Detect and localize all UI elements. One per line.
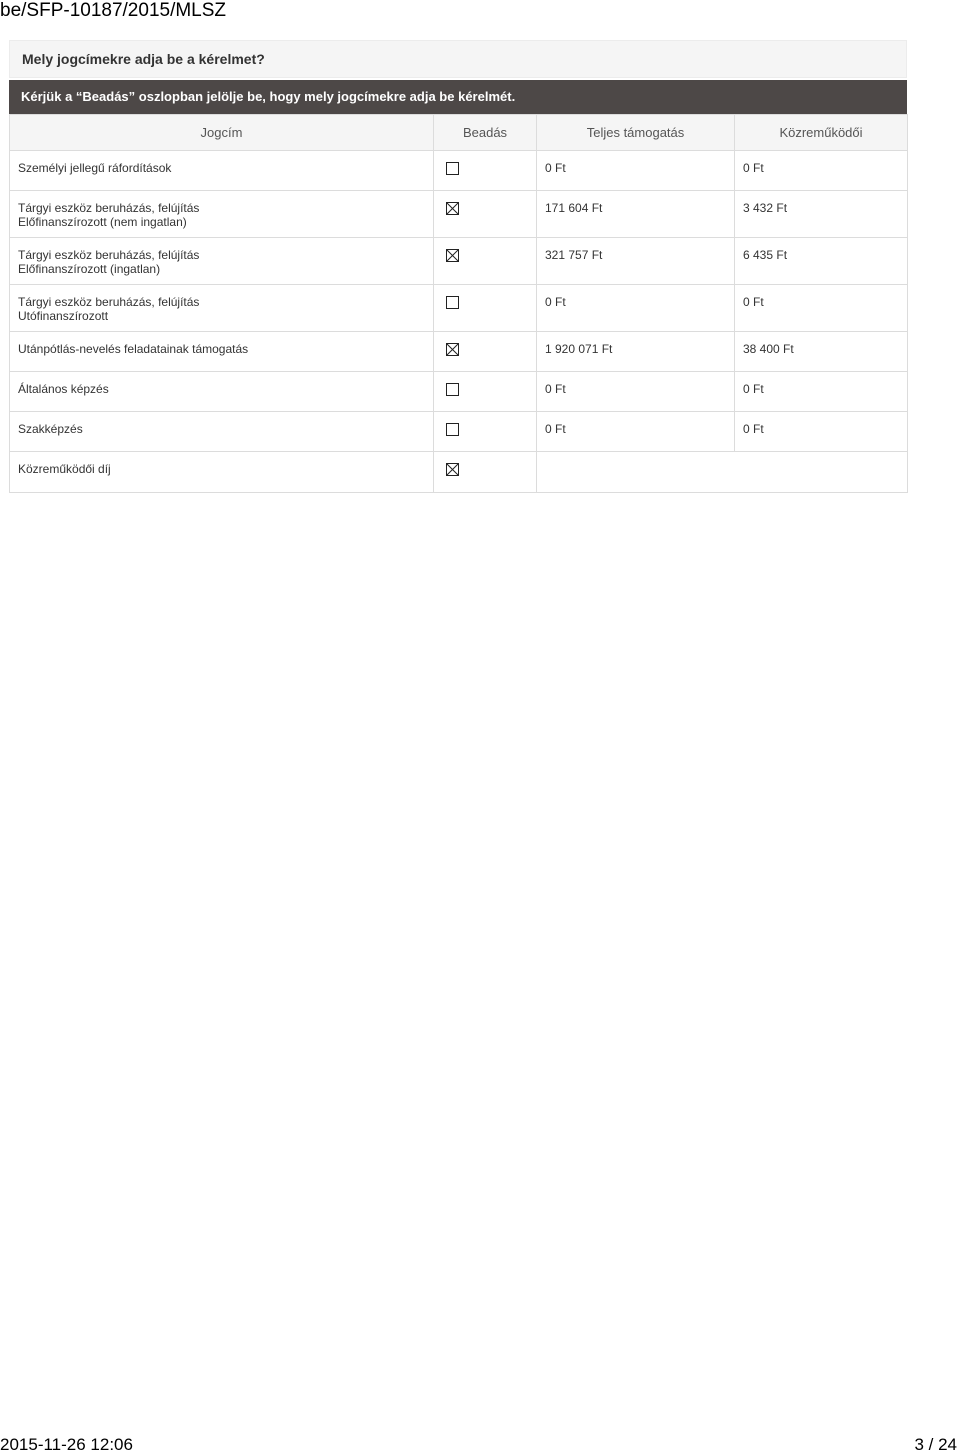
section-title: Mely jogcímekre adja be a kérelmet? <box>9 40 907 78</box>
column-header-submission: Beadás <box>434 115 537 151</box>
submission-cell <box>434 285 537 332</box>
footer-timestamp: 2015-11-26 12:06 <box>0 1435 133 1454</box>
submission-cell <box>434 412 537 452</box>
total-support-cell: 0 Ft <box>537 412 735 452</box>
intermediary-fee-cell: 0 Ft <box>735 372 908 412</box>
row-title-line2: Előfinanszírozott (ingatlan) <box>18 262 161 276</box>
row-title-cell <box>10 151 434 191</box>
footer-page-number: 3 / 24 <box>914 1435 957 1454</box>
row-title-line1: Utánpótlás-nevelés feladatainak támogatás <box>18 342 249 356</box>
total-support-cell: 0 Ft <box>537 285 735 332</box>
checkmark-x-icon <box>447 464 458 475</box>
checkmark-x-icon <box>447 344 458 355</box>
intermediary-fee-cell: 6 435 Ft <box>735 238 908 285</box>
intermediary-fee-cell: 0 Ft <box>735 151 908 191</box>
submission-checkbox[interactable] <box>446 162 459 175</box>
total-support-cell: 1 920 071 Ft <box>537 332 735 372</box>
instruction-notice: Kérjük a “Beadás” oszlopban jelölje be, hogy mely jogcímekre adja be kérelmét. <box>9 80 907 114</box>
row-title-cell <box>10 285 434 332</box>
table-row <box>10 412 908 452</box>
submission-checkbox[interactable] <box>446 463 459 476</box>
row-title-cell <box>10 452 434 493</box>
row-title-line1: Közreműködői díj <box>18 462 111 476</box>
submission-cell <box>434 452 537 493</box>
row-title-line1: Általános képzés <box>18 382 109 396</box>
row-title-line2: Utófinanszírozott <box>18 309 109 323</box>
row-title-line1: Tárgyi eszköz beruházás, felújítás <box>18 201 200 215</box>
intermediary-fee-cell: 3 432 Ft <box>735 191 908 238</box>
table-row <box>10 191 908 238</box>
row-title-line1: Személyi jellegű ráfordítások <box>18 161 172 175</box>
submission-checkbox[interactable] <box>446 423 459 436</box>
funding-titles-table <box>9 114 908 493</box>
table-row <box>10 372 908 412</box>
submission-cell <box>434 332 537 372</box>
funding-titles-section <box>9 40 907 493</box>
checkmark-x-icon <box>447 250 458 261</box>
document-id: be/SFP-10187/2015/MLSZ <box>0 0 227 21</box>
table-row <box>10 452 908 493</box>
total-support-cell: 0 Ft <box>537 372 735 412</box>
submission-checkbox[interactable] <box>446 383 459 396</box>
intermediary-fee-cell: 38 400 Ft <box>735 332 908 372</box>
row-title-cell <box>10 191 434 238</box>
total-support-cell: 171 604 Ft <box>537 191 735 238</box>
row-title-line1: Tárgyi eszköz beruházás, felújítás <box>18 295 200 309</box>
column-header-total-support: Teljes támogatás <box>537 115 735 151</box>
submission-checkbox[interactable] <box>446 296 459 309</box>
total-support-cell: 321 757 Ft <box>537 238 735 285</box>
table-row <box>10 151 908 191</box>
row-title-cell <box>10 238 434 285</box>
submission-checkbox[interactable] <box>446 249 459 262</box>
row-title-line1: Szakképzés <box>18 422 83 436</box>
row-title-line2: Előfinanszírozott (nem ingatlan) <box>18 215 187 229</box>
row-title-cell <box>10 332 434 372</box>
column-header-intermediary-fee: Közreműködői <box>735 115 908 151</box>
table-header-row <box>10 115 908 151</box>
submission-cell <box>434 151 537 191</box>
submission-cell <box>434 238 537 285</box>
intermediary-fee-cell: 0 Ft <box>735 285 908 332</box>
submission-cell <box>434 191 537 238</box>
intermediary-fee-cell: 0 Ft <box>735 412 908 452</box>
empty-amount-cell <box>537 452 908 493</box>
total-support-cell: 0 Ft <box>537 151 735 191</box>
checkmark-x-icon <box>447 203 458 214</box>
column-header-title: Jogcím <box>10 115 434 151</box>
table-row <box>10 285 908 332</box>
submission-cell <box>434 372 537 412</box>
row-title-line1: Tárgyi eszköz beruházás, felújítás <box>18 248 200 262</box>
row-title-cell <box>10 372 434 412</box>
row-title-cell <box>10 412 434 452</box>
submission-checkbox[interactable] <box>446 343 459 356</box>
submission-checkbox[interactable] <box>446 202 459 215</box>
table-row <box>10 238 908 285</box>
table-row <box>10 332 908 372</box>
